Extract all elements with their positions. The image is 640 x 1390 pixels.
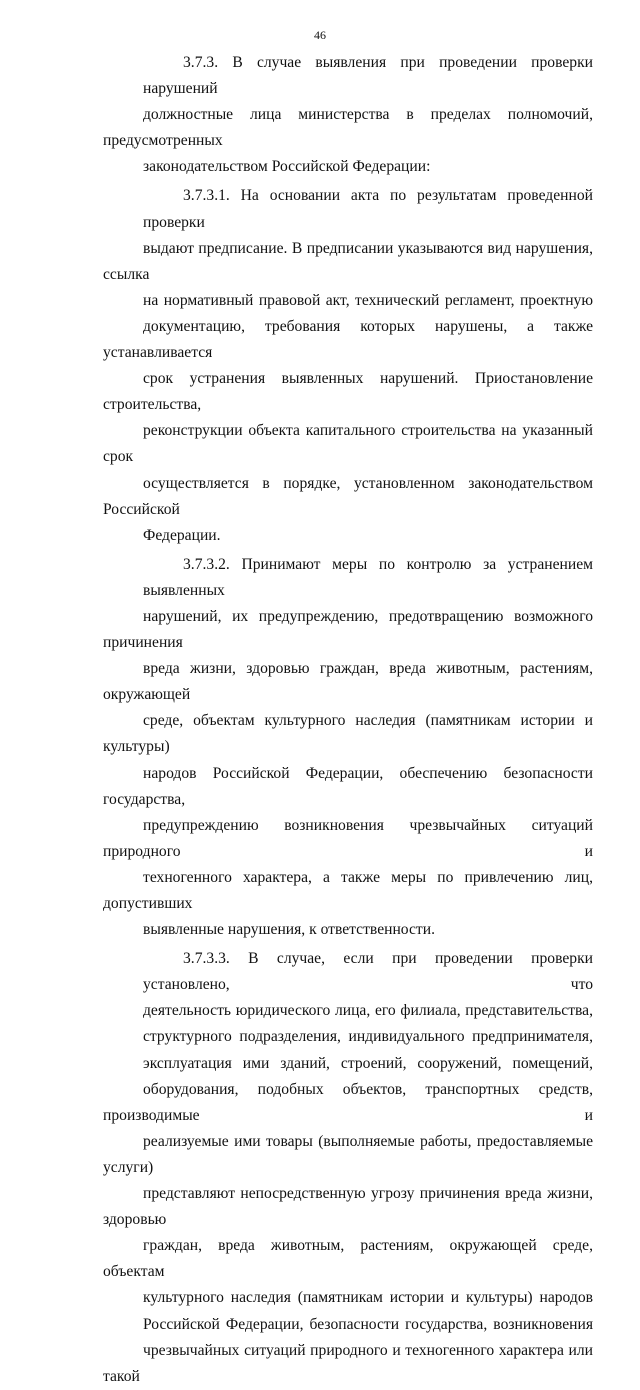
text-line: предупреждению возникновения чрезвычайных ситуаций природного и <box>103 816 593 860</box>
text-line: Российской Федерации, безопасности государства, возникновения <box>143 1315 593 1333</box>
paragraph-3-7-3-2 <box>103 552 593 943</box>
page-number: 46 <box>314 28 326 42</box>
text-line: на нормативный правовой акт, технический регламент, проектную <box>143 291 593 309</box>
text-line: техногенного характера, а также меры по привлечению лиц, допустивших <box>103 868 593 912</box>
text-line: осуществляется в порядке, установленном законодательством Российской <box>103 474 593 518</box>
text-line: оборудования, подобных объектов, транспортных средств, производимые и <box>103 1080 593 1124</box>
text-line: 3.7.3.3. В случае, если при проведении проверки установлено, что <box>143 950 593 994</box>
document-body <box>103 50 593 1390</box>
text-line: вреда жизни, здоровью граждан, вреда животным, растениям, окружающей <box>103 660 593 704</box>
text-line: граждан, вреда животным, растениям, окружающей среде, объектам <box>103 1237 593 1281</box>
text-line: структурного подразделения, индивидуального предпринимателя, <box>143 1028 593 1046</box>
text-line: представляют непосредственную угрозу причинения вреда жизни, здоровью <box>103 1185 593 1229</box>
text-line: Федерации. <box>143 526 221 544</box>
text-line: должностные лица министерства в пределах полномочий, предусмотренных <box>103 106 593 150</box>
text-line: срок устранения выявленных нарушений. Приостановление строительства, <box>103 370 593 414</box>
text-line: 3.7.3.2. Принимают меры по контролю за устранением выявленных <box>143 555 593 599</box>
text-line: нарушений, их предупреждению, предотвращению возможного причинения <box>103 607 593 652</box>
paragraph-3-7-3-1 <box>103 183 593 548</box>
text-line: народов Российской Федерации, обеспечению безопасности государства, <box>103 764 593 808</box>
paragraph-3-7-3 <box>103 50 593 180</box>
text-line: выдают предписание. В предписании указываются вид нарушения, ссылка <box>103 239 593 283</box>
text-line: законодательством Российской Федерации: <box>143 158 431 176</box>
text-line: деятельность юридического лица, его филиала, представительства, <box>143 1002 593 1020</box>
text-line: эксплуатация ими зданий, строений, сооружений, помещений, <box>143 1054 593 1072</box>
text-line: 3.7.3. В случае выявления при проведении проверки нарушений <box>143 54 593 98</box>
text-line: реализуемые ими товары (выполняемые работы, предоставляемые услуги) <box>103 1132 593 1176</box>
text-line: чрезвычайных ситуаций природного и техногенного характера или такой <box>103 1341 593 1385</box>
text-line: среде, объектам культурного наследия (памятникам истории и культуры) <box>103 712 593 756</box>
text-line: 3.7.3.1. На основании акта по результатам проведенной проверки <box>143 187 593 231</box>
text-line: документацию, требования которых нарушены, а также устанавливается <box>103 317 593 362</box>
text-line: культурного наследия (памятникам истории и культуры) народов <box>143 1289 593 1307</box>
paragraph-3-7-3-3 <box>103 946 593 1390</box>
text-line: выявленные нарушения, к ответственности. <box>143 921 435 939</box>
text-line: реконструкции объекта капитального строительства на указанный срок <box>103 422 593 466</box>
